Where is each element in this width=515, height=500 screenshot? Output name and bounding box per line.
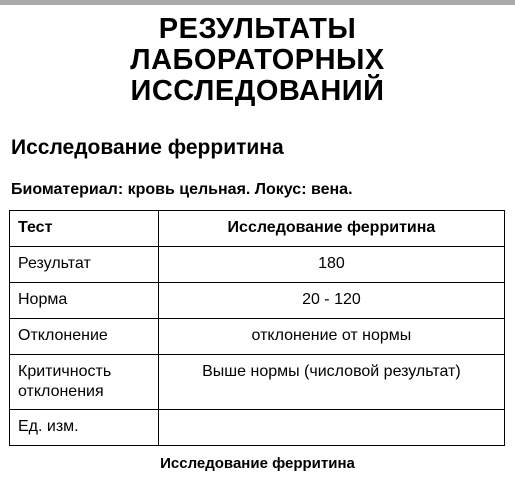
row-label: Норма (10, 283, 159, 319)
page-title-line: ИССЛЕДОВАНИЙ (130, 75, 385, 107)
results-table (9, 210, 505, 446)
page-title-line: РЕЗУЛЬТАТЫ (158, 13, 357, 45)
row-label: Ед. изм. (10, 410, 159, 446)
page-title-line: ЛАБОРАТОРНЫХ (130, 44, 385, 76)
row-value: 20 - 120 (158, 283, 504, 319)
table-caption: Исследование ферритина (160, 455, 355, 472)
row-label: Критичность отклонения (10, 355, 159, 410)
header-test: Тест (10, 211, 159, 247)
row-label: Результат (10, 247, 159, 283)
row-value (158, 410, 504, 446)
row-value: Выше нормы (числовой результат) (158, 355, 504, 410)
header-study: Исследование ферритина (158, 211, 504, 247)
table-row (10, 283, 505, 319)
table-row (10, 410, 505, 446)
table-row (10, 355, 505, 410)
page-title (0, 14, 515, 107)
row-label: Отклонение (10, 319, 159, 355)
table-header-row (10, 211, 505, 247)
biomaterial-info: Биоматериал: кровь цельная. Локус: вена. (11, 181, 353, 198)
top-divider (0, 0, 515, 5)
table-row (10, 247, 505, 283)
section-title: Исследование ферритина (11, 136, 284, 159)
row-value: 180 (158, 247, 504, 283)
row-value: отклонение от нормы (158, 319, 504, 355)
table-row (10, 319, 505, 355)
